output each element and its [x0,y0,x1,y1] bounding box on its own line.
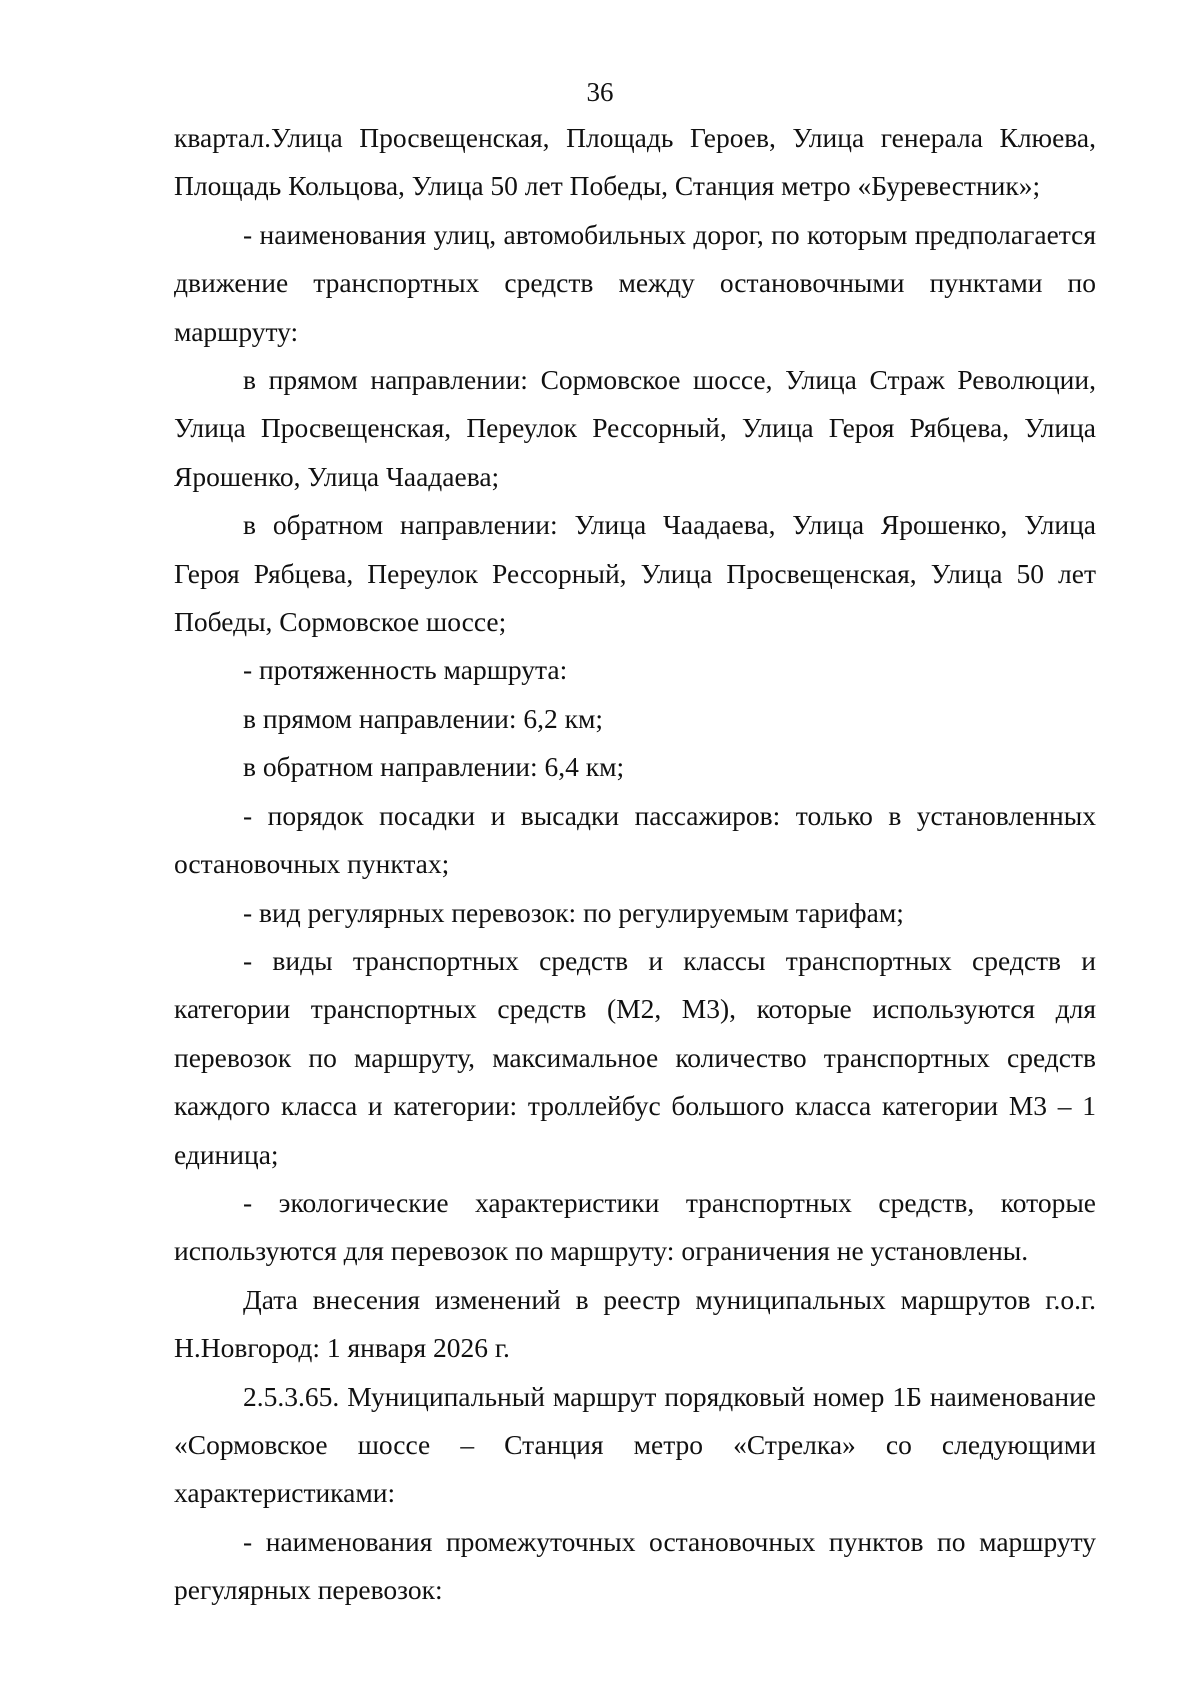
paragraph: - порядок посадки и высадки пассажиров: только в установленных остановочных пунктах; [174,799,1096,880]
page-number: 36 [586,77,614,107]
paragraph: квартал.Улица Просвещенская, Площадь Героев, Улица генерала Клюева, Площадь Кольцова, Улица 50 лет Победы, Станция метро «Буревестник»; [174,122,1096,202]
paragraph: в обратном направлении: Улица Чаадаева, Улица Ярошенко, Улица Героя Рябцева, Переулок Рессорный, Улица Просвещенская, Улица 50 лет Победы, Сормовское шоссе; [174,509,1096,638]
paragraph: - наименования улиц, автомобильных дорог, по которым предполагается движение транспортных средств между остановочными пунктами по маршруту: [174,218,1096,347]
paragraph: в обратном направлении: 6,4 км; [243,751,625,783]
paragraph: - экологические характеристики транспортных средств, которые используются для перевозок по маршруту: ограничения не установлены. [174,1186,1096,1267]
paragraph: в прямом направлении: Сормовское шоссе, Улица Страж Революции, Улица Просвещенская, Переулок Рессорный, Улица Героя Рябцева, Улица Ярошенко, Улица Чаадаева; [174,364,1096,492]
paragraph: - виды транспортных средств и классы транспортных средств и категории транспортных средств (М2, М3), которые используются для перевозок по маршруту, максимальное количество транспортных средств каждого класса и категории: троллейбус большого класса категории М3 – 1 единица; [174,944,1096,1170]
paragraph: 2.5.3.65. Муниципальный маршрут порядковый номер 1Б наименование «Сормовское шоссе – Станция метро «Стрелка» со следующими характеристиками: [174,1380,1096,1509]
paragraph: - вид регулярных перевозок: по регулируемым тарифам; [243,896,904,928]
document-body [174,114,1096,1615]
paragraph: - протяженность маршрута: [243,654,568,686]
paragraph: в прямом направлении: 6,2 км; [243,702,603,734]
paragraph: - наименования промежуточных остановочных пунктов по маршруту регулярных перевозок: [174,1525,1096,1606]
paragraph: Дата внесения изменений в реестр муниципальных маршрутов г.о.г. Н.Новгород: 1 января 2026 г. [174,1283,1096,1364]
